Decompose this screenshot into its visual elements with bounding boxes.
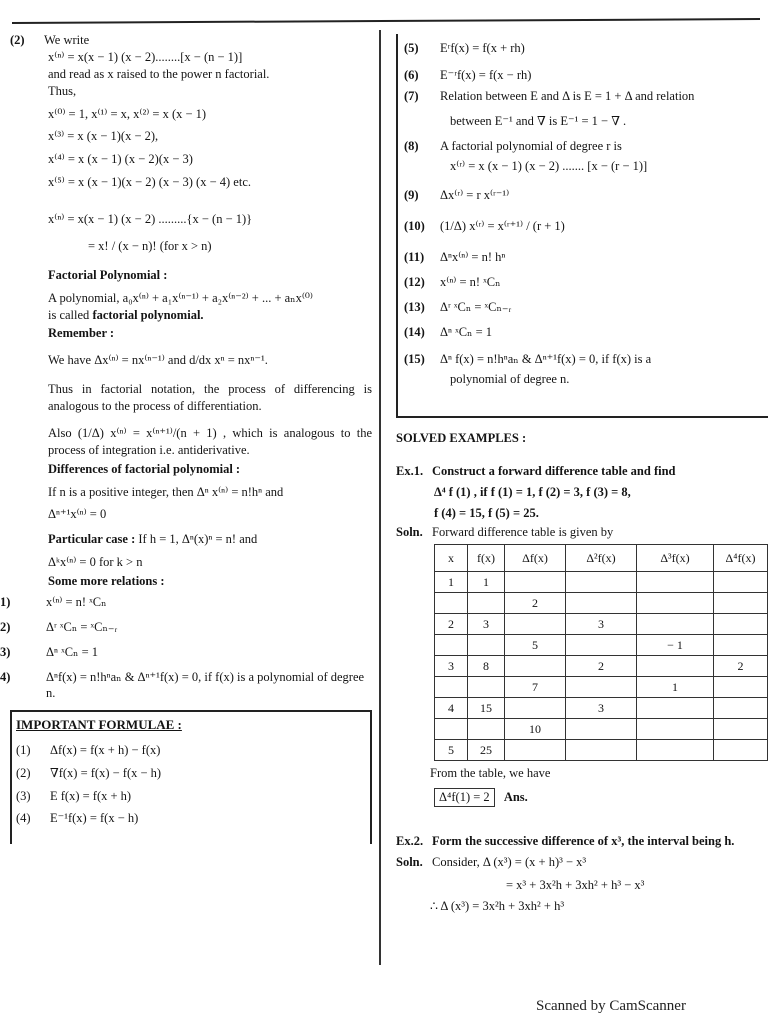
table-row: 5 25 xyxy=(435,740,768,761)
table-row: 3 8 2 2 xyxy=(435,656,768,677)
factorial-polynomial-text: A polynomial, a₀x⁽ⁿ⁾ + a₁x⁽ⁿ⁻¹⁾ + a₂x⁽ⁿ⁻²⁾ + ... + aₙx⁽⁰⁾ xyxy=(48,290,313,305)
table-row: 10 xyxy=(435,719,768,740)
factorial-fraction: = x! / (x − n)! (for x > n) xyxy=(88,238,212,253)
formula-item: (3) E f(x) = f(x + h) xyxy=(16,788,132,803)
important-formulae-box xyxy=(10,710,372,844)
differences-line-1: If n is a positive integer, then Δⁿ x⁽ⁿ⁾ = n!hⁿ and xyxy=(48,484,284,499)
formula-item: (11) Δⁿx⁽ⁿ⁾ = n! hⁿ xyxy=(404,250,506,264)
answer-box: Δ⁴f(1) = 2 xyxy=(434,788,495,807)
example-x4: x⁽⁴⁾ = x (x − 1) (x − 2)(x − 3) xyxy=(48,152,193,167)
table-row: 2 xyxy=(435,593,768,614)
formula-item-cont: between E⁻¹ and ∇ is E⁻¹ = 1 − ∇ . xyxy=(450,113,627,128)
analogous-integration-text: Also (1/Δ) x⁽ⁿ⁾ = x⁽ⁿ⁺¹⁾/(n + 1) , which is analogous to the process of integration i.e. antiderivative. xyxy=(48,425,372,457)
table-row: 5 − 1 xyxy=(435,635,768,656)
right-column xyxy=(396,34,768,915)
formula-item: (9) Δx⁽ʳ⁾ = r x⁽ʳ⁻¹⁾ xyxy=(404,188,510,203)
solved-examples-heading: SOLVED EXAMPLES : xyxy=(396,431,527,445)
forward-difference-table xyxy=(434,544,768,761)
solution-2: Soln. Consider, Δ (x³) = (x + h)³ − x³ = x³ + 3x²h + 3xh² + h³ − x³ ∴ Δ (x³) = 3x²h + 3xh² + h³ xyxy=(396,855,645,913)
remember-heading: Remember : xyxy=(48,326,115,341)
thus-label: Thus, xyxy=(48,83,77,98)
particular-case: Particular case : If h = 1, Δⁿ(x)ⁿ = n! and xyxy=(48,532,258,547)
differences-heading: Differences of factorial polynomial : xyxy=(48,461,241,476)
example-x3: x⁽³⁾ = x (x − 1)(x − 2), xyxy=(48,129,159,144)
example-2: Ex.2. Form the successive difference of x³, the interval being h. xyxy=(396,834,735,849)
formulae-continued-box xyxy=(396,34,768,418)
formula-item: (1) Δf(x) = f(x + h) − f(x) xyxy=(16,742,161,757)
relation-item: 3) Δⁿ ˣCₙ = 1 xyxy=(0,644,99,659)
differences-line-2: Δⁿ⁺¹x⁽ⁿ⁾ = 0 xyxy=(48,507,107,522)
formula-item: (15) Δⁿ f(x) = n!hⁿaₙ & Δⁿ⁺¹f(x) = 0, if f(x) is a xyxy=(404,351,652,366)
relation-item: 4) Δⁿf(x) = n!hⁿaₙ & Δⁿ⁺¹f(x) = 0, if f(x) is a polynomial of degree n. xyxy=(0,669,365,701)
formula-item: (8) A factorial polynomial of degree r is xyxy=(404,138,622,153)
formula-item: (13) Δʳ ˣCₙ = ˣCₙ₋ᵣ xyxy=(404,299,512,314)
analogous-differentiation-text: Thus in factorial notation, the process of differencing is analogous to the process of differentiation. xyxy=(48,382,372,413)
table-row: 4 15 3 xyxy=(435,698,768,719)
example-x0-x2: x⁽⁰⁾ = 1, x⁽¹⁾ = x, x⁽²⁾ = x (x − 1) xyxy=(48,106,207,121)
formula-item: (12) x⁽ⁿ⁾ = n! ˣCₙ xyxy=(404,274,501,289)
formula-item: (7) Relation between E and Δ is E = 1 + Δ and relation xyxy=(404,88,695,103)
relation-list xyxy=(0,594,372,702)
factorial-definition-2: x⁽ⁿ⁾ = x(x − 1) (x − 2) .........{x − (n − 1)} xyxy=(48,212,253,226)
column-divider xyxy=(379,30,381,965)
formula-item-cont: polynomial of degree n. xyxy=(450,372,570,387)
from-table-text: From the table, we have xyxy=(430,766,551,781)
scanner-watermark: Scanned by CamScanner xyxy=(536,998,686,1014)
remember-equation: We have Δx⁽ⁿ⁾ = nx⁽ⁿ⁻¹⁾ and d/dx xⁿ = nxⁿ⁻¹. xyxy=(48,353,268,368)
read-as-text: and read as x raised to the power n factorial. xyxy=(48,66,270,81)
formula-item: (10) (1/Δ) x⁽ʳ⁾ = x⁽ʳ⁺¹⁾ / (r + 1) xyxy=(404,219,565,234)
relation-item: 2) Δʳ ˣCₙ = ˣCₙ₋ᵣ xyxy=(0,619,118,634)
formula-item: (5) Eʳf(x) = f(x + rh) xyxy=(404,41,525,55)
example-x5: x⁽⁵⁾ = x (x − 1)(x − 2) (x − 3) (x − 4) etc. xyxy=(48,175,251,190)
table-row: 1 1 xyxy=(435,572,768,593)
left-column xyxy=(0,32,372,844)
answer-label: Ans. xyxy=(503,790,528,805)
relation-item: 1) x⁽ⁿ⁾ = n! ˣCₙ xyxy=(0,594,107,609)
factorial-polynomial-heading: Factorial Polynomial : xyxy=(48,267,168,282)
table-row: 7 1 xyxy=(435,677,768,698)
formula-item: (14) Δⁿ ˣCₙ = 1 xyxy=(404,324,493,339)
particular-case-line-2: Δᵏx⁽ⁿ⁾ = 0 for k > n xyxy=(48,555,143,570)
answer-line xyxy=(396,788,768,807)
factorial-polynomial-called: is called factorial polynomial. xyxy=(48,307,204,322)
formula-item: (6) E⁻ʳf(x) = f(x − rh) xyxy=(404,67,532,82)
table-header-row: x f(x) Δf(x) Δ²f(x) Δ³f(x) Δ⁴f(x) xyxy=(435,545,768,572)
formula-item: (4) E⁻¹f(x) = f(x − h) xyxy=(16,811,139,826)
table-row: 2 3 3 xyxy=(435,614,768,635)
item-2-heading: (2) We write xyxy=(10,33,90,47)
formula-item: (2) ∇f(x) = f(x) − f(x − h) xyxy=(16,765,162,780)
top-rule xyxy=(12,18,760,24)
important-formulae-title: IMPORTANT FORMULAE : xyxy=(16,717,182,733)
example-1: Ex.1. Construct a forward difference table and find Δ⁴ f (1) , if f (1) = 1, f (2) = 3, f (3) = 8, f (4) = 15, f (5) = 25. Soln. Forward difference table is given by xyxy=(396,463,676,539)
factorial-definition: x⁽ⁿ⁾ = x(x − 1) (x − 2)........[x − (n − 1)] xyxy=(48,49,243,64)
formula-item-cont: x⁽ʳ⁾ = x (x − 1) (x − 2) ....... [x − (r − 1)] xyxy=(450,159,648,174)
more-relations-heading: Some more relations : xyxy=(48,574,165,588)
